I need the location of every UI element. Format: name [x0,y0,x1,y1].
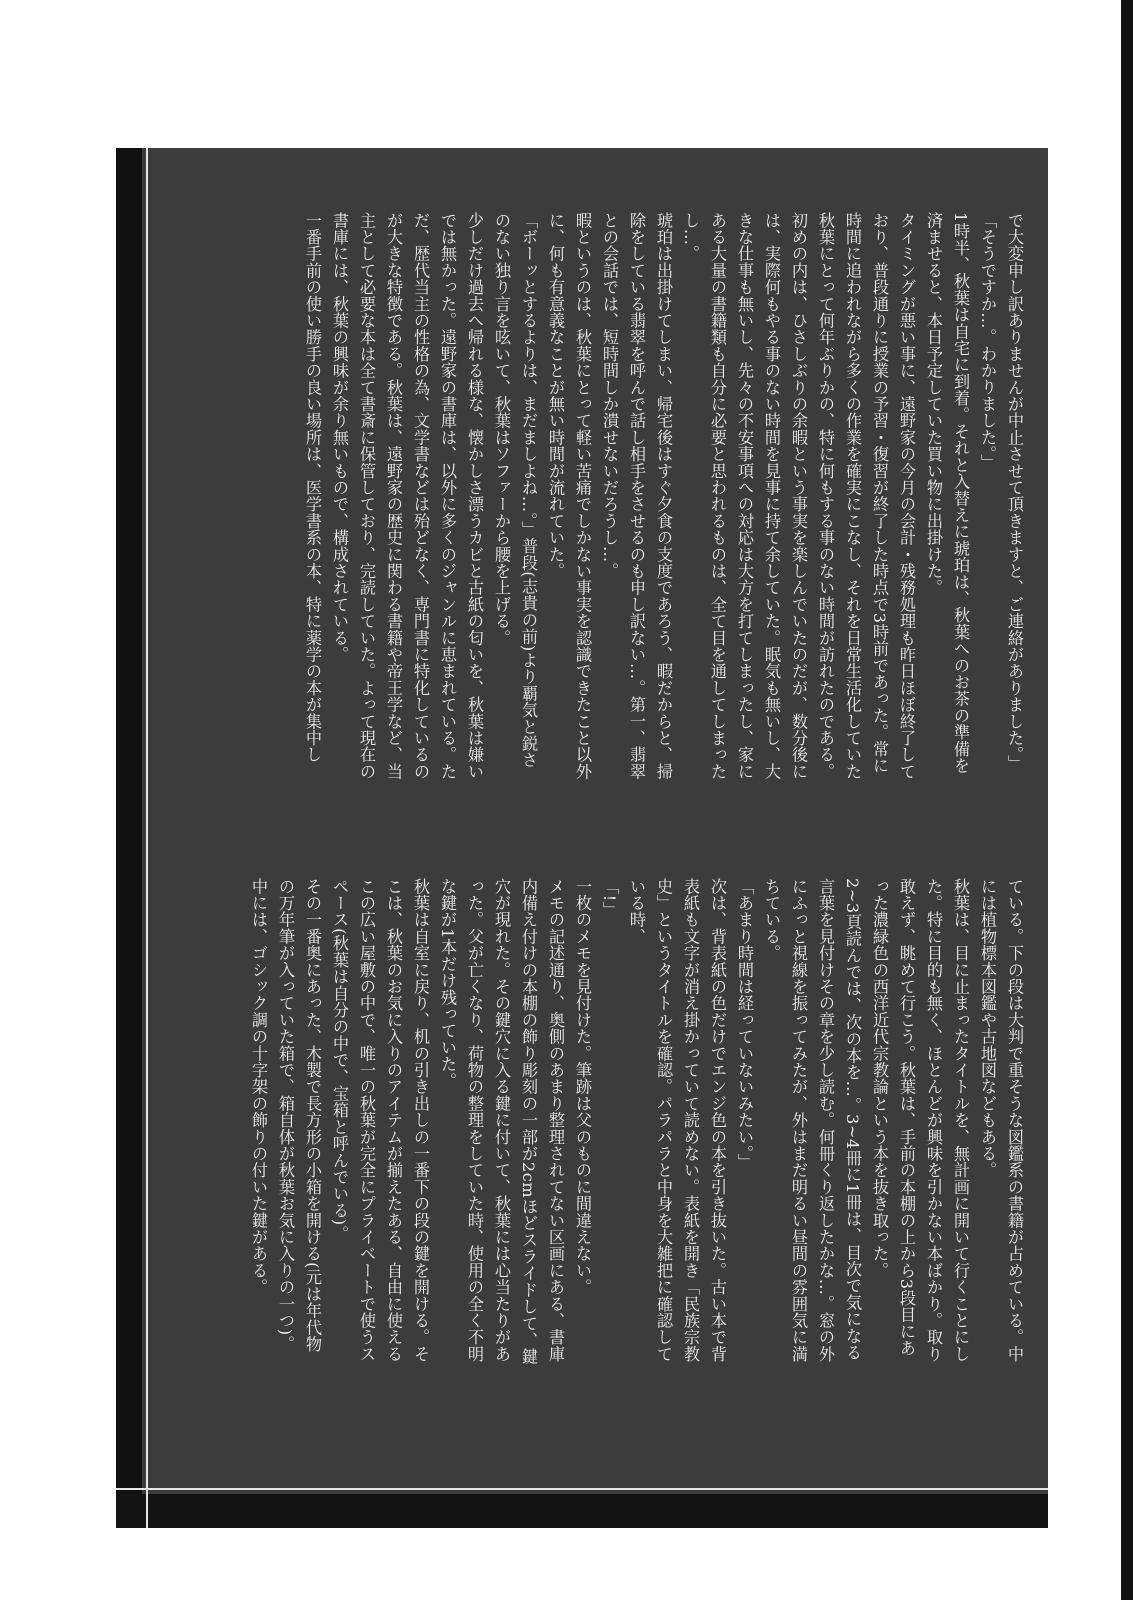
paragraph: 琥珀は出掛けてしまい、帰宅後はすぐ夕食の支度であろう、暇だからと、掃除をしている翡翠を呼んで話し相手をさせるのも申し訳ない…。第一、翡翠との会話では、短時間しか潰せないだろうし…。 [600,212,673,780]
upper-text-block [244,212,1028,784]
paragraph: メモの記述通り、奥側のあまり整理されてない区画にある、書庫内備え付けの本棚の飾り彫刻の一部が2cmほどスライドして、鍵穴が現れた。その鍵穴に入る鍵に付いて、秋葉には心当たりがあった。父が亡くなり、荷物の整理をしていた時、使用の全く不明な鍵が1本だけ残っていた。 [438,878,565,1366]
paragraph: 次は、背表紙の色だけでエンジ色の本を引き抜いた。古い本で背表紙も文字が消え掛かっていて読めない。表紙を開き「民族宗教史」というタイトルを確認。パラパラと中身を大雑把に確認している時、 [627,878,727,1363]
panel-horizontal-rule [116,1488,1048,1490]
paragraph: 秋葉は、目に止まったタイトルを、無計画に開いて行くことにした。特に目的も無く、ほとんどが興味を引かない本ばかり。取り敢えず、眺めて行こう。秋葉は、手前の本棚の上から3段目にあった濃緑色の西洋近代宗教論という本を抜き取った。 [870,878,970,1363]
scan-edge-bar [1121,0,1133,1600]
paragraph: 2~3頁読んでは、次の本を…。3~4冊に1冊は、目次で気になる言葉を見付けその章を少し読む。何冊くり返したかな…。窓の外にふっと視線を振ってみたが、外はまだ明るい昼間の雰囲気に満ちている。 [762,878,862,1363]
paragraph: 「あまり時間は経っていないみたい。」 [735,878,754,1171]
paragraph: 秋葉は自室に戻り、机の引き出しの一番下の段の鍵を開ける。そこは、秋葉のお気に入りのアイテムが揃えたある、自由に使えるこの広い屋敷の中で、唯一の秋葉が完全にプライベートで使うスペース(秋葉は自分の中で、宝箱と呼んでいる)。 [330,878,430,1363]
paragraph: ている。下の段は大判で重そうな図鑑系の書籍が占めている。中には植物標本図鑑や古地図などもある。 [978,878,1024,1363]
panel-left-border [116,148,142,1528]
panel-vertical-rule [146,148,148,1528]
paragraph: で大変申し訳ありませんが中止させて頂きますと、ご連絡がありました。」 [1005,212,1024,772]
panel-bottom-border [116,1494,1048,1528]
paragraph: その一番奥にあった、木製で長方形の小箱を開ける(元は年代物の万年筆が入っていた箱で、箱自体が秋葉お気に入りの一つ)。中には、ゴシック調の十字架の飾りの付いた鍵がある。 [249,878,322,1353]
paragraph: 「ボーッとするよりは、まだましよね…。」普段(志貴の前)より覇気と鋭さのない独り言を呟いて、秋葉はソファーから腰を上げる。 [492,212,538,769]
lower-text-block [244,878,1028,1366]
paragraph: 一番手前の使い勝手の良い場所は、医学書系の本、特に薬学の本が集中し [303,212,322,764]
paragraph: 1時半、秋葉は自宅に到着。それと入替えに琥珀は、秋葉へのお茶の準備を済ませると、本日予定していた買い物に出掛けた。 [924,212,970,774]
paragraph: 少しだけ過去へ帰れる様な、懐かしさ漂うカビと古紙の匂いを、秋葉は嫌いでは無かった。遠野家の書庫は、以外に多くのジャンルに恵まれている。ただ、歴代当主の性格の為、文学書などは殆どなく、専門書に特化しているのが大きな特徴である。秋葉は、遠野家の歴史に関わる書籍や帝王学など、当主として必要な本は全て書斎に保管しており、完読していた。よって現在の書庫には、秋葉の興味が余り無いもので、構成されている。 [330,212,484,780]
paragraph: 初めの内は、ひさしぶりの余暇という事実を楽しんでいたのだが、数分後には、実際何もやる事のない時間を見事に持て余していた。眠気も無いし、大きな仕事も無いし、先々の不安事項への対応は大方を打てしまったし、家にある大量の書籍類も自分に必要と思われるものは、全て目を通してしまったし…。 [681,212,808,780]
paragraph: 一枚のメモを見付けた。筆跡は父のものに間違えない。 [573,878,592,1296]
paragraph: 「そうですか…。わかりました。」 [978,212,997,472]
paragraph: 「!」 [600,878,619,919]
paragraph: 暇というのは、秋葉にとって軽い苦痛でしかない事実を認識できたこと以外に、何も有意義なことが無い時間が流れていた。 [546,212,592,780]
paragraph: タイミングが悪い事に、遠野家の今月の会計・残務処理も昨日ほぼ終了しており、普段通りに授業の予習・復習が終了した時点で3時前であった。常に時間に追われながら多くの作業を確実にこなし、それを日常生活化していた秋葉にとって何年ぶりかの、特に何もする事のない時間が訪れたのである。 [816,212,916,780]
